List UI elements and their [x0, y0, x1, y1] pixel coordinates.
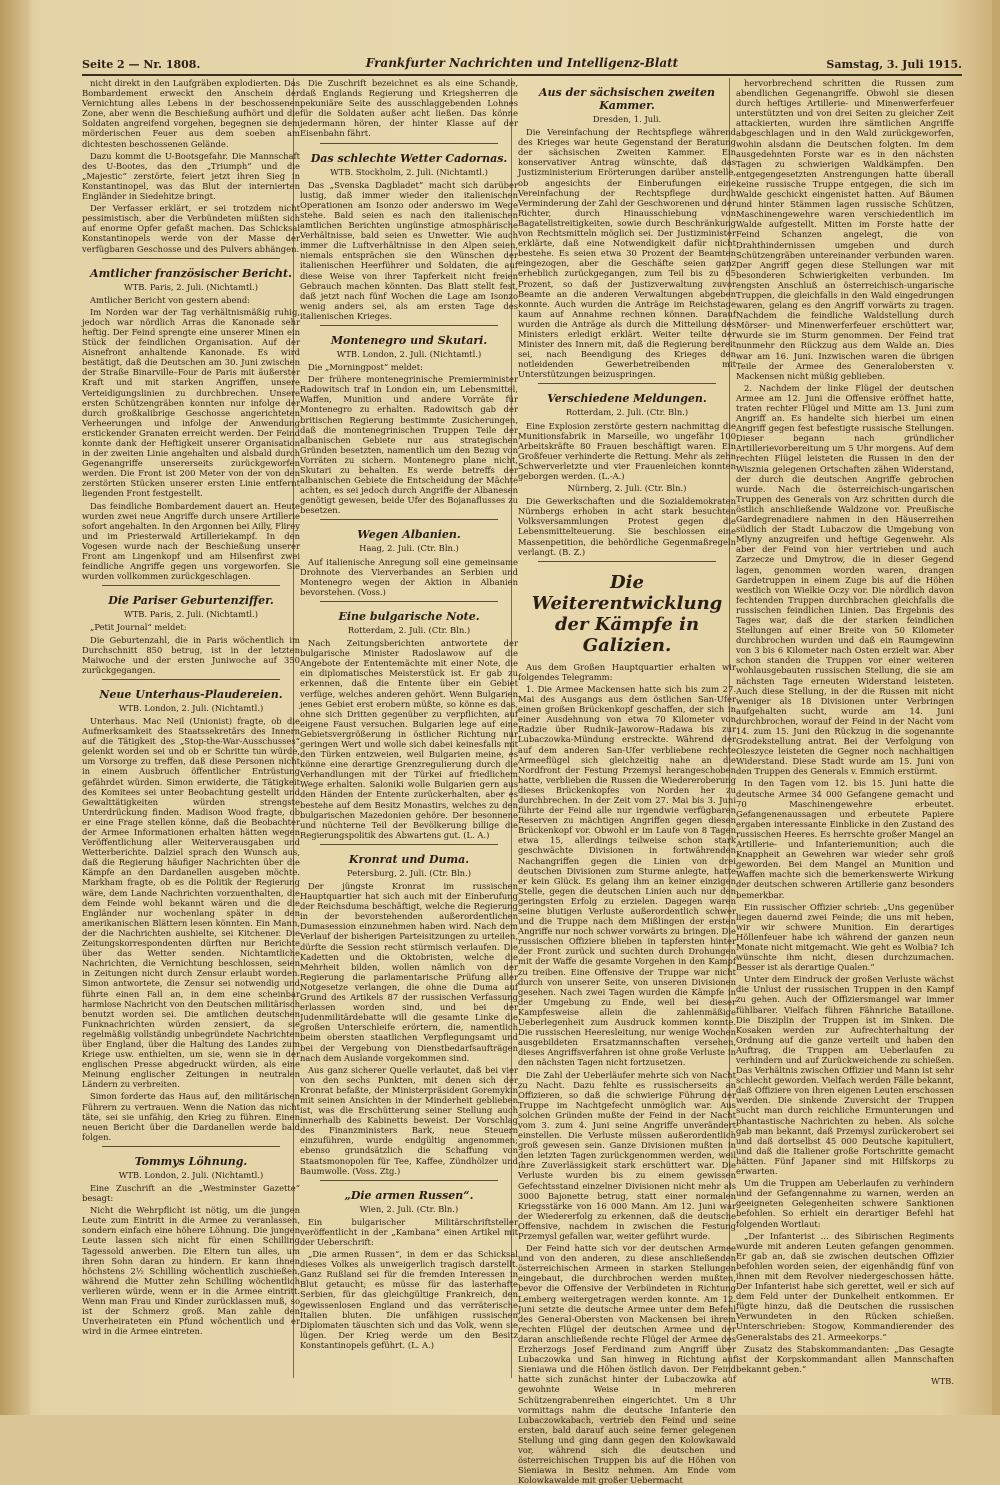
article-headline: Kronrat und Duma. [348, 852, 470, 866]
divider [320, 325, 498, 326]
divider [538, 383, 716, 384]
article-headline: Neue Unterhaus-Plaudereien. [99, 687, 283, 701]
divider [320, 519, 498, 520]
article-headline: Montenegro und Skutari. [330, 333, 488, 347]
paragraph: Der Verfasser erklärt, er sei trotzdem nicht pessimistisch, aber die Verbündeten müßten sich auf enorme Opfer gefaßt machen. Das Schicksal Konstantinopels werde von der Masse der verfügbaren Geschosse und des Pulvers abhängen. [82, 203, 300, 254]
article-headline: Aus der sächsischen zweiten Kammer. [539, 86, 715, 112]
column-2 [300, 78, 518, 1378]
newspaper-title: Frankfurter Nachrichten und Intelligenz-Blatt [365, 56, 679, 70]
article-signature: WTB. [930, 1375, 954, 1386]
article-dateline: Haag, 2. Juli. (Ctr. Bln.) [359, 543, 459, 554]
paragraph: Die „Morningpost“ meldet: [308, 362, 423, 373]
paragraph: Eine Zuschrift an die „Westminster Gazette“ besagt: [82, 1183, 300, 1204]
page-number: Seite 2 — Nr. 1808. [82, 58, 201, 71]
column-4 [736, 78, 954, 1386]
article-headline: Das schlechte Wetter Cadornas. [310, 151, 508, 165]
article-dateline: WTB. Paris, 2. Juli. (Nichtamtl.) [124, 609, 258, 620]
paragraph: Zusatz des Stabskommandanten: „Das Gesagte ist der Korpskommandant allen Mannschaften bekannt geben.“ [736, 1343, 954, 1374]
article-dateline: Dresden, 1. Juli. [592, 114, 662, 124]
paragraph: Simon forderte das Haus auf, den militärischen Führern zu vertrauen. Wenn die Nation das nicht täte, sei sie unfähig, den Krieg zu führen. Einen neuen Bericht über die Dardanellen werde bald folgen. [82, 1091, 300, 1142]
divider [102, 679, 280, 680]
paragraph: Unter dem Eindruck der großen Verluste wächst die Unlust der russischen Truppen in den Kampf zu gehen. Auch der Offiziersmangel war immer fühlbarer. Vielfach führen Fähnriche Bataillone. Die Disziplin der Truppen ist im Sinken. Die Kosaken werden zur Aufrechterhaltung der Ordnung auf die ganze verteilt und haben den Auftrag, die Truppen am Ueberlaufen zu verhindern und auf Zurückweichende zu schießen. Das Verhältnis zwischen Offizier und Mann ist sehr schlecht geworden. Vielfach werden Fälle bekannt, daß Offiziere von ihren eigenen Leuten erschossen werden. Die sinkende Zuversicht der Truppen sucht man durch reichliche Ermunterungen und phantastische Nachrichten zu heben. Als solche gab man bekannt, daß Przemysl zurückerobert sei und daß dortselbst 45 000 Deutsche kapituliert, und daß die Italiener große Fortschritte gemacht hätten. Fünf Japaner sind mit Hilfskorps zu erwarten. [736, 974, 954, 1177]
divider [102, 585, 280, 586]
article-dateline: WTB. London, 2. Juli. (Nichtamtl.) [118, 702, 264, 713]
article-headline: Die Weiterentwicklung der Kämpfe in Galizien. [531, 571, 723, 656]
paragraph: Die Geburtenzahl, die in Paris wöchentlich im Durchschnitt 850 betrug, ist in der letzten Maiwoche und der ersten Juniwoche auf 350 zurückgegangen. [82, 634, 300, 675]
paragraph: Aus ganz sicherer Quelle verlautet, daß bei vier von den sechs Punkten, mit denen sich der Kronrat befaßte, der Ministerpräsident Goremykin mit seinen Ansichten in der Minderheit geblieben ist, was die Erschütterung seiner Stellung auch innerhalb des Kabinetts beweist. Der Vorschlag des Finanzministers Bark, neue Steuern einzuführen, wurde endgültig angenommen; ebenso grundsätzlich die Schaffung von Staatsmonopolen für Tee, Kaffee, Zündhölzer und Baumwolle. (Voss. Ztg.) [300, 1064, 518, 1176]
page-binding-shadow [0, 0, 30, 1415]
paragraph: In den Tagen vom 12. bis 15. Juni hatte die deutsche Armee 34 000 Gefangene gemacht und 70 Maschinengewehre erbeutet. Gefangenenaussagen und erbeutete Papiere ergaben interessante Einblicke in den Zustand des russischen Heeres. Es herrschte großer Mangel an Artillerie- und Infanteriemunition; auch die Knappheit an Gewehren war wieder sehr groß geworden. Bei dem Mangel an Munition und Waffen machte sich die bemerkenswerte Wirkung der deutschen schweren Artillerie ganz besonders bemerkbar. [736, 778, 954, 900]
article-dateline: Rotterdam, 2. Juli. (Ctr. Bln.) [565, 407, 689, 418]
paragraph: Die Zuschrift bezeichnet es als eine Schande, daß Englands Regierung und Kriegsherren die pekuniäre Seite des ausschlaggebenden Lohnes für die Soldaten außer acht ließen. Das könne jedermann hören, der hinter Klasse auf der Eisenbahn fährt. [300, 78, 518, 139]
article-headline: Tommys Löhnung. [134, 1154, 248, 1168]
paragraph: Ein bulgarischer Militärschriftsteller veröffentlicht in der „Kambana“ einen Artikel mit der Ueberschrift: [300, 1216, 518, 1247]
paragraph: Auf italienische Anregung soll eine gemeinsame Drohnote des Vierverbandes an Serbien und Montenegro wegen der Aktion in Albanien bevorstehen. (Voss.) [300, 556, 518, 597]
paragraph: Die Gewerkschaften und die Sozialdemokraten Nürnbergs erhoben in acht stark besuchten Volksversammlungen Protest gegen die Lebensmittelteuerung. Sie beschlossen eine Massenpetition, die behördliche Gegenmaßregeln verlangt. (B. Z.) [518, 496, 736, 557]
paragraph: „Petit Journal“ meldet: [90, 622, 187, 633]
divider [102, 258, 280, 259]
paragraph: Dazu kommt die U-Bootsgefahr. Die Mannschaft des U-Bootes, das den „Triumph“ und die „Majestic“ zerstörte, feiert jetzt ihren Sieg in Konstantinopel, was das Blut der internierten Engländer in Siedehitze bringt. [82, 150, 300, 202]
article-dateline: WTB. Paris, 2. Juli. (Nichtamtl.) [124, 281, 258, 292]
paragraph: „Die armen Russen“, in dem er das Schicksal dieses Volkes als unweigerlich tragisch darstellt. Ganz Rußland sei für die fremden Interessen in Blut getaucht; es müsse für das lasterhafte Serbien, für das gleichgültige Frankreich, den gewissenlosen England und das verräterische Italien bluten. Die unfähigen russischen Diplomaten täuschten sich und das Volk, wenn sie lügen. Der Krieg werde um den Besitz Konstantinopels geführt. (L. A.) [300, 1249, 518, 1350]
paragraph: Die Vereinfachung der Rechtspflege während des Krieges war heute Gegenstand der Beratung der sächsischen Zweiten Kammer. Ein konservativer Antrag wünschte, daß das Justizministerium Erörterungen darüber anstelle, ob angesichts der Einberufungen eine Vereinfachung der Rechtspflege durch Verminderung der Zahl der Geschworenen und der Richter, durch Hinausschiebung von Bagatellstreitigkeiten, sowie durch Beschränkung von Rechtsmitteln möglich sei. Der Justizminister erklärte, daß eine Notwendigkeit dafür nicht bestehe. Es seien etwa 30 Prozent der Beamten eingezogen, aber die Geschäfte seien ganz erheblich zurückgegangen, zum Teil bis zu 65 Prozent, so daß der Justizverwaltung zuvor Beamte an die anderen Verwaltungen abgeben konnte. Auch wurden die Anträge im Reichstage kaum auf Annahme rechnen können. Darauf wurden die Anträge als durch die Mitteilung des Ministers erledigt erklärt. Weiter teilte der Minister des Innern mit, daß die Regierung bereit sei, nach Beendigung des Krieges den notleidenden Gewerbetreibenden mit Unterstützungen beizuspringen. [518, 127, 736, 380]
paragraph: Eine Explosion zerstörte gestern nachmittag die Munitionsfabrik in Marseille, wo ungefähr 100 Arbeitskräfte 80 Frauen beschäftigt waren. Ein Großfeuer verhinderte die Rettung. Mehr als zehn Schwerverletzte und vier Frauenleichen konnten geborgen werden. (L.-A.) [518, 420, 736, 481]
article-dateline: WTB. Stockholm, 2. Juli. (Nichtamtl.) [330, 166, 488, 177]
column-3 [518, 78, 736, 1485]
paragraph: „Der Infanterist ... des Sibirischen Regiments wurde mit anderen Leuten gefangen genommen. Er gab an, daß sie zwischen deutschen Offizier befohlen worden seien, der eigenhändig fünf von ihnen mit dem Revolver niedergeschossen hätte. Der Infanterist habe sich gerettet, weil er sich auf dem Feld unter der Dunkelheit entkommen. Er fügte hinzu, daß die Deutschen die russischen Verwundeten in den Rücken schießen. Unterschrieben: Stogow, Kommandierender des Generalstabs des 21. Armeekorps.“ [736, 1230, 954, 1342]
masthead [82, 56, 962, 76]
paragraph: Der Feind hatte sich vor der deutschen Armee und von den anderen, zu diese anschließenden österreichischen Armeen in starken Stellungen eingebaut, die durchbrochen werden mußten, bevor die Offensive der Verbündeten in Richtung Lemberg weitergetragen werden konnte. Am 12. Juni setzte die deutsche Armee unter dem Befehl des General-Obersten von Mackensen bei ihrem rechten Flügel der deutschen Armee und der daran anschließende rechte Flügel der Armee des Erzherzogs Josef Ferdinand zum Angriff über Lubaczowka und San hinweg in Richtung auf Sieniawa und die Höhen östlich davon. Der Feind hatte sich zunächst hinter der Lubaczowka auf gewohnte Weise in mehreren Schützengrabenreihen eingerichtet. Um 8 Uhr vormittags nahm die deutsche Infanterie den Lubaczowkabach, vertrieb den Feind und seine ersten, bald darauf auch seine ferner gelegenen Stellung und ging dann gegen den Kolowkawald vor, während sich die deutschen und österreichischen Truppen bis auf die Höhen von Sieniawa in Besitz nehmen. Am Ende vom Kolowkawalde mit großer Uebermacht [518, 1243, 736, 1485]
article-headline: Eine bulgarische Note. [338, 609, 480, 623]
article-headline: „Die armen Russen“. [344, 1188, 474, 1202]
paragraph: Ein russischer Offizier schrieb: „Uns gegenüber liegen dauernd zwei Feinde; die uns mit heben, wir wir schwere Munition. Ein derartiges Höllenfeuer habe ich während der ganzen neun Monate nicht mitgemacht. Wie geht es Wolbia? Ich wünschte ihm nicht, diesen durchzumachen. Besser ist als derartige Qualen.“ [736, 901, 954, 973]
article-headline: Verschiedene Meldungen. [547, 392, 707, 406]
paragraph: Amtlicher Bericht von gestern abend: [90, 294, 251, 305]
article-dateline: WTB. London, 2. Juli. (Nichtamtl.) [118, 1169, 264, 1180]
article-dateline: Rotterdam, 2. Juli. (Ctr. Bln.) [347, 624, 471, 635]
article-headline: Amtlicher französischer Bericht. [90, 266, 292, 280]
article-dateline: Petersburg, 2. Juli. (Ctr. Bln.) [347, 867, 471, 878]
article-dateline: WTB. London, 2. Juli. (Nichtamtl.) [336, 348, 482, 359]
paragraph: Nicht die Wehrpflicht ist nötig, um die jungen Leute zum Eintritt in die Armee zu veranlassen, sondern einfach eine höhere Löhnung. Die jungen Leute lassen sich nicht für einen Schilling Tagessold anwerben. Die Eltern tun alles, um ihren Sohn daran zu hindern. Er kann ihnen höchstens 2½ Schilling wöchentlich zuschießen, während die Mutter zehn Schilling wöchentlich verlieren würde, wenn er in die Armee eintritt. Wenn man Frau und Kinder zurücklassen muß, so ist der Schmerz groß. Man zahle den Unverheirateten ein Pfund wöchentlich und er wird in die Armee eintreten. [82, 1205, 300, 1337]
paragraph: Um die Truppen am Ueberlaufen zu verhindern und der Gefangennahme zu warnen, werden an geeigneten Gelegenheiten schwere Sanktionen befohlen. So erhielt ein derartiger Befehl hat folgenden Wortlaut: [736, 1178, 954, 1229]
divider [320, 1180, 498, 1181]
paragraph: 2. Nachdem der linke Flügel der deutschen Armee am 12. Juni die Offensive eröffnet hatte, traten rechter Flügel und Mitte am 13. Juni zum Angriff an. Es handelte sich hierbei um einen Angriff gegen fest befestigte russische Stellungen. Dieser begann nach gründlicher Artillerievorbereitung um 5 Uhr morgens. Auf dem rechten Flügel leisteten die Russen in den der Wisznia gelegenen Ortschaften zähen Widerstand, der durch die deutschen Angriffe gebrochen wurde. Nach die österreichisch-ungarischen Truppen des Generals von Arz schritten durch die östlich anschließende Waldzone vor. Preußische Gardegrenadiere nahmen in den Häuserreihen südlich der Stadt Lubaczow die Umgebung von Mlyny anzugreifen und heftige Gegenwehr. Als aber der Feind von hier vertrieben und auch Zarzecze und Dmytrow, die in dieser Gegend lagen, genommen worden waren, drangen Gardetruppen in einem Zuge bis auf die Höhen westlich von Wielkie Oczy vor. Die nördlich davon fechtenden Truppen durchbrachen gleichfalls die russischen feindlichen Linien. Das Ergebnis des Tages war, daß die der starken feindlichen Stellungen auf einer Breite von 50 Kilometer durchbrochen wurden und daß ein Raumgewinn von 3 bis 6 Kilometer nach Osten erzielt war. Aber schon standen die Truppen vor einer weiteren wohlausgebauten russischen Stellung, die sie am nächsten Tage erneuten Widerstand leisteten. Auch diese Stellung, in der die Russen mit nicht weniger als 18 Divisionen unter Verbringen aufgehalten sucht, wurde am 14. Juni durchbrochen, worauf der Feind in der Nacht vom 14. zum 15. Juni den Rückzug in die sogenannte Grodekstellung antrat. Bei der Verfolgung von Oleszyce leisteten die Gegner noch nachhaltigen Widerstand. Diese Stadt wurde am 15. Juni von den Truppen des Generals v. Emmich erstürmt. [736, 382, 954, 777]
issue-date: Samstag, 3. Juli 1915. [826, 58, 962, 71]
paragraph: Der frühere montenegrinische Premierminister Radowitsch traf in London ein, um Lebensmittel, Waffen, Munition und andere Vorräte für Montenegro zu erhalten. Radowitsch gab der britischen Regierung bestimmte Zusicherungen, daß die montenegrinischen Truppen Teile der albanischen Gebiete nur aus strategischen Gründen besetzten, namentlich um den Bezug von Vorräten zu sichern. Montenegro plane nicht, Skutari zu behalten. Es werde betreffs der albanischen Gebiete die Entscheidung der Mächte achten, es sei jedoch durch Angriffe der Albanesen genötigt gewesen, beide Ufer des Bojanaflusses zu besetzen. [300, 374, 518, 516]
paragraph: nicht direkt in den Laufgräben explodierten. Das Bombardement erweckt den Anschein der Vernichtung alles Lebens in der beschossenen Zone, aber wenn die Beschießung aufhört und die Soldaten angreifend vorgehen, begegnen sie dem mörderischen Feuer aus dem soeben am dichtesten beschossenen Gelände. [82, 78, 300, 149]
paragraph: Die Zahl der Ueberläufer mehrte sich von Nacht zu Nacht. Dazu fehlte es russischerseits an Offizieren, so daß die schwierige Führung der Truppe im Nachtgefecht unmöglich war. Aus solchen Gründen mußte der Feind in der Nacht vom 3. zum 4. Juni seine Angriffe unverändert einstellen. Die Verluste müssen außerordentlich groß gewesen sein. Ganze Divisionen mußten in den letzten Tagen zurückgenommen werden, weil ihre Zuverlässigkeit stark erschüttert war. Die Verluste wurden bis zu einem gewissen Gefechtsstand einzelner Divisionen nicht mehr als 3000 Bajonette betrug, statt einer normalen Kriegsstärke von 16 000 Mann. Am 12. Juni war der Wiedererfolg zu erkennen, daß die deutsche Offensive, nachdem in zwischen die Festung Przemysl gefallen war, weiter geführt wurde. [518, 1069, 736, 1241]
divider [320, 844, 498, 845]
paragraph: 1. Die Armee Mackensen hatte sich bis zum 27. Mai des Ausgangs aus dem östlichen San-Ufer einen großen Brückenkopf geschaffen, der sich in einer Ausdehnung von etwa 70 Kilometer von Radzie über Rudnik–Jaworow–Radawa bis zur Lubaczowka-Mündung erstreckte. Während der auf dem anderen San-Ufer verbliebene rechte Armeeflügel sich gleichzeitig nahe an die Nordfront der Festung Przemysl herangeschoben hatte, verblieben die Russen die Wiedereroberung dieses Brückenkopfes von Norden her zu durchbrechen. In der Zeit vom 27. Mai bis 3. Juni führte der Feind alle nur irgendwie verfügbaren Reserven zu mächtigen Angriffen gegen diesen Brückenkopf vor. Obwohl er im Laufe von 8 Tagen etwa 15, allerdings teilweise schon stark geschwächte Divisionen in fortwährenden Nachangriffen gegen die Linien von drei deutschen Divisionen zum Sturme anlegte, hatte er kein Glück. Es gelang ihm an keiner einzigen Stelle, gegen die deutschen Linien auch nur den geringsten Erfolg zu erzielen. Dagegen waren seine blutigen Verluste außerordentlich schwer und die Truppe nach dem Mißlingen der ersten Angriffe nur noch schwer vorwärts zu bringen. Die russischen Offiziere blieben in tapfersten hinter der Front zurück und suchten durch Drohungen mit der Waffe die gesamte Vorgehen in den Kampf zu treiben. Eine Offensive der Truppe war nicht durch von unserer Seite, von unseren Divisionen gesehen. Nach zwei Tagen wurden die Kämpfe in der Umgebung zu Ende, weil bei dieser Kampfesweise allein die zahlenmäßige Ueberlegenheit zum Ausdruck kommen konnte. Die russischen Heeresleitung, nur wenige Wochen ausgebildeten Ersatzmannschaften versehen, dieses Angriffsverfahren ist ohne große Verluste in den nächsten Tagen nicht fortzusetzen. [518, 683, 736, 1068]
article-dateline: Nürnberg, 2. Juli. (Ctr. Bln.) [567, 483, 687, 494]
paragraph: Der jüngste Kronrat im russischen Hauptquartier hat sich auch mit der Einberufung der Reichsduma beschäftigt, welche die Regierung in der bevorstehenden außerordentlichen Dumasession einzunehmen haben wird. Nach dem Verlauf der bisherigen Parteisitzungen zu urteilen, dürfte die Session recht stürmisch verlaufen. Die Kadetten und die Oktobristen, welche die Mehrheit bilden, wollen nämlich von der Regierung die parlamentarische Prüfung aller Notgesetze verlangen, die ohne die Duma auf Grund des Artikels 87 der russischen Verfassung erlassen worden sind, und bei der Judenmilitärdebatte will die gesamte Linke die großen Unterschleife erörtern, die, namentlich beim obersten staatlichen Verpflegungsamt und bei der Vergebung von Dienstbedarfsaufträgen nach dem Auslande vorgekommen sind. [300, 881, 518, 1063]
divider [538, 561, 716, 562]
paragraph: Das „Svenska Dagbladet“ macht sich darüber lustig, daß immer wieder den italienischen Operationen am Isonzo oder anderswo im Wege stehe. Bald seien es nach den italienischen amtlichen Berichten ungünstige atmosphärische Verhältnisse, bald seien es Unwetter. Wie auch immer die Luftverhältnisse in den Alpen seien, niemals entsprächen sie den Wünschen der italienischen Heerführer und Soldaten, die auf diese Weise von ihrer Tapferkeit nicht freien Gebrauch machen könnten. Das Blatt stellt fest, daß jetzt nach fünf Wochen die Lage am Isonzo wenig anders sei, als am ersten Tage des italienischen Krieges. [300, 179, 518, 321]
paragraph: Nach Zeitungsberichten antwortete der bulgarische Minister Radoslawow auf die Angebote der Ententemächte mit einer Note, die ein diplomatisches Meisterstück ist. Er gab zu erkennen, daß die Entente über ein Gebiet verfüge, welches anderen gehört. Wenn Bulgarien jenes Gebiet erst erobern müßte, so könne es das, ohne sich Dritten gegenüber zu verpflichten, auf eigene Faust versuchen. Bulgarien lege auf eine Gebietsvergrößerung in östlicher Richtung nur geringen Wert und wolle sich dabei keinesfalls mit den Türken entzweien, weil Bulgarien meine, es könne eine derartige Grenzregulierung durch die Verhandlungen mit der Türkei auf friedlichem Wege erhalten. Saloniki wolle Bulgarien gern aus den Händen der Entente zurückerhalten, aber es bestehe auf dem Besitz Monastirs, welches zu den bulgarischen Mazedonien gehöre. Der besonnene und nüchterne Teil der Bevölkerung billige die Regierungspolitik des Abwartens gut. (L. A.) [300, 638, 518, 840]
paragraph: Aus dem Großen Hauptquartier erhalten wir folgendes Telegramm: [518, 661, 736, 682]
article-headline: Wegen Albanien. [357, 528, 461, 542]
paragraph: Das feindliche Bombardement dauert an. Heute wurden zwei neue Angriffe durch unsere Artillerie sofort angehalten. In den Argonnen bei Ailly, Flirey und im Priesterwald Artilleriekampf. In den Vogesen wurde nach der Beschießung unserer Front am Lingenkopf und am Hilsenfirst zwei feindliche Angriffe gegen uns vorgeworfen. Sie wurden vollkommen zurückgeschlagen. [82, 500, 300, 582]
article-dateline: Wien, 2. Juli. (Ctr. Bln.) [359, 1203, 459, 1214]
paragraph: Im Norden war der Tag verhältnismäßig ruhig, jedoch war nördlich Arras die Kanonade sehr heftig. Der Feind sprengte eine unserer Minen ein Stück der feindlichen Organisation. Auf der Aisnefront anhaltende Kanonade. Es wird bestätigt, daß die Deutschen am 30. Juni zwischen der Straße Binarville–Four de Paris mit äußerster Kraft und mit starken Angriffen, unsere Verteidigungslinien zu durchbrechen. Unsere ersten Schützengräben konnten nur infolge der durch großkalibrige Geschosse angerichteten Verheerungen und infolge der Anwendung erstickender Granaten erreicht werden. Der Feind konnte dank der Heftigkeit unserer Organisation in der zweiten Linie angehalten und alsbald durch Gegenangriffe unsererseits zurückgeworfen werden. Die Front ist 200 Meter von der von den zerstörten Stücken unserer ersten Linie entfernt liegenden Front festgestellt. [82, 306, 300, 499]
paragraph: hervorbrechend schritten die Russen zum abendlichen Gegenangriffe. Obwohl sie diesen durch heftiges Artillerie- und Minenwerferfeuer unterstützten und von drei Seiten zu gleicher Zeit attackierten, wurden ihre sämtlichen Angriffe abgeschlagen und in den Wald zurückgeworfen, wohin alsdann die Deutschen folgten. Im dem ausgedehnten Forste war es in den nächsten Tagen zu schwierigen Waldkämpfen. Den entgegengesetzten Anstrengungen hatte überall keine russische Truppe entgegen, die sich im Walde geschickt eingenistet hatten. Auf Bäumen und hinter Stämmen lagen russische Schützen, Maschinengewehre waren verschiedentlich im Walde aufgestellt. Mitten im Forste hatte der Feind Schanzen angelegt, die von Drahthindernissen umgeben und durch Schützengräben untereinander verbunden waren. Der Angriff gegen diese Stellungen war mit besonderen Schwierigkeiten verbunden. Im engsten Anschluß an österreichisch-ungarische Truppen, die gleichfalls in den Wald eingedrungen waren, gelang es den Angriff vorwärts zu tragen. Nachdem die feindliche Waldstellung durch Mörser- und Minenwerferfeuer erschüttert war, wurde sie im Sturm genommen. Der Feind trat nunmehr den Rückzug aus dem Walde an. Dies war am 16. Juni. Inzwischen waren die übrigen Teile der Armee des Generalobersten v. Mackensen nicht müßig geblieben. [736, 78, 954, 381]
divider [320, 601, 498, 602]
divider [102, 1146, 280, 1147]
article-headline: Die Pariser Geburtenziffer. [108, 594, 274, 608]
paragraph: Unterhaus. Mac Neil (Unionist) fragte, ob die Aufmerksamkeit des Staatssekretärs des Innern auf die Tätigkeit des „Stop-the-War-Ausschusses“ gelenkt worden sei und ob er Schritte tun würde, um Vorsorge zu treffen, daß diese Personen nicht in einem Ausbruch öffentlicher Entrüstung gefährdet würden. Simon erwiderte, die Tätigkeit des Komitees sei unter Beobachtung gestellt und Gewalttätigkeiten würden strengste Unterdrückung finden. Madison Wood fragte, ob er eine Frage stellen könne, daß die Beobachter der Armee Informationen erhalten hätten wegen Veröffentlichung aller Weiterverausgaben und Wetterberichte. Dalziel sprach den Wunsch aus, daß die Regierung häufiger Nachrichten über die Kämpfe an den Dardanellen ausgeben möchte. Markham fragte, ob es die Politik der Regierung wäre, dem Lande Nachrichten vorzuenthalten, die dem Feinde wohl bekannt wären und die die Engländer nur wochenlang später in den amerikanischen Blättern lesen könnten. Ein Mann, der die Nachrichten aushielte, sei Kitchener. Die Zeitungskorrespondenten dürften nur Berichte über das Wetter senden. Nichtamtliche Nachrichten, die Vernichtung beschlossen, seien in Zeitungen nicht durch Zensur erlaubt worden. Simon antwortete, die Zensur sei notwendig und führte einen Fall an, in dem eine scheinbar harmlose Nachricht von den Deutschen militärisch benutzt worden sei. Die amtlichen deutschen Funknachrichten würden zensiert, da sie regelmäßig vollständig unbegründete Nachrichten über England, über die Haltung des Landes zum Kriege usw. enthielten, um sie, wenn sie in der englischen Presse abgedruckt würden, als eine Meinung englischer Zeitungen in neutralen Ländern zu verbreiten. [82, 715, 300, 1090]
column-1 [82, 78, 300, 1378]
divider [320, 143, 498, 144]
page-edge [992, 0, 1000, 1415]
